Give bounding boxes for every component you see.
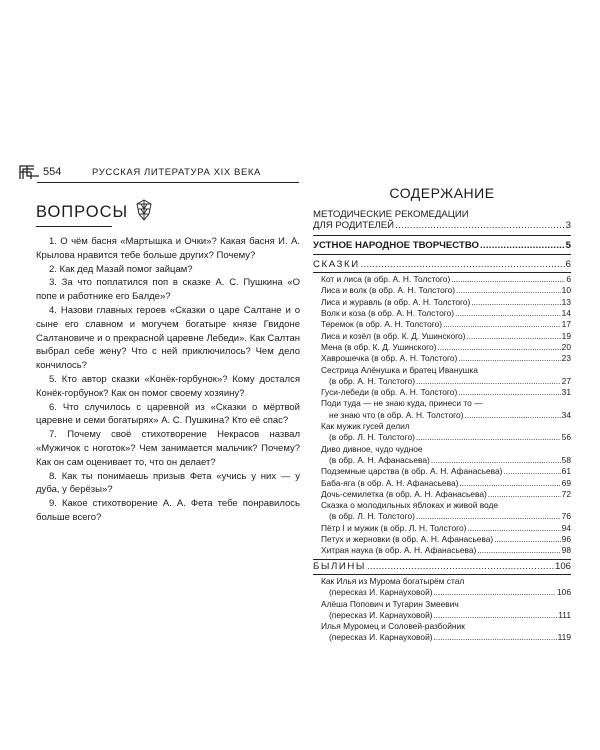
toc-divider xyxy=(313,574,571,575)
toc-entry xyxy=(313,353,571,364)
toc-page: 69 xyxy=(561,477,571,488)
toc-entry-label: Хаврошечка (в обр. А. Н. Толстого) xyxy=(321,353,458,364)
toc-entry-label: Мена (в обр. К. Д. Ушинского) xyxy=(321,341,437,352)
toc-page: 19 xyxy=(561,330,571,341)
toc-entry xyxy=(313,599,571,622)
toc-section-method: МЕТОДИЧЕСКИЕ РЕКОМЕДАЦИИ ДЛЯ РОДИТЕЛЕЙ . . . 3 xyxy=(313,209,571,232)
question-paragraph: 5. Кто автор сказки «Конёк-горбунок»? Кому достался Конёк-горбунок? Как он помог своему хозяину? xyxy=(36,373,300,399)
question-paragraph: 6. Что случилось с царевной из «Сказки о мёртвой царевне и семи богатырях» А. С. Пушкина? Кто её спас? xyxy=(36,401,300,427)
question-paragraph: 7. Почему своё стихотворение Некрасов назвал «Мужичок с ноготок»? Чем занимается мальчик? Почему? Как он сам оценивает то, что он делает? xyxy=(36,429,300,468)
toc-entry-label: Дочь-семилетка (в обр. А. Н. Афанасьева) xyxy=(321,488,487,499)
toc-entry xyxy=(313,331,571,342)
toc-entry xyxy=(313,308,571,319)
toc-page: 27 xyxy=(561,375,571,386)
toc-entry xyxy=(313,478,571,489)
toc-entry xyxy=(313,545,571,556)
question-paragraph: 8. Как ты понимаешь призыв Фета «учись у них — у дуба, у берёзы»? xyxy=(36,470,300,496)
toc-page: 119 xyxy=(557,632,571,643)
toc-entry-label: Кот и лиса (в обр. А. Н. Толстого) xyxy=(321,274,451,285)
toc-title: СОДЕРЖАНИЕ xyxy=(389,185,495,201)
toc-page: 98 xyxy=(561,545,571,556)
toc-entry xyxy=(313,297,571,308)
toc-entry-label: Петух и жерновки (в обр. А. Н. Афанасьева) xyxy=(321,534,494,545)
toc-page: 94 xyxy=(561,522,571,533)
toc-entry-label: Хитрая наука (в обр. А. Н. Афанасьева) xyxy=(321,545,477,556)
toc-page: 56 xyxy=(561,432,571,443)
toc-entry xyxy=(313,523,571,534)
questions-section xyxy=(36,198,300,525)
ornament-emblem-icon xyxy=(134,198,154,222)
toc-entry xyxy=(313,274,571,285)
toc-page: 10 xyxy=(561,285,571,296)
toc-page: 31 xyxy=(561,387,571,398)
toc-entry-label: Теремок (в обр. А. Н. Толстого) xyxy=(321,319,443,330)
toc-entry xyxy=(313,534,571,545)
toc-divider xyxy=(313,272,571,273)
toc-page: 20 xyxy=(561,341,571,352)
toc-page: 6 xyxy=(565,258,571,270)
toc-page: 34 xyxy=(561,409,571,420)
toc-entry-title: Диво дивное, чудо чудное xyxy=(321,443,423,454)
toc-entry-label: (в обр. А. Н. Афанасьева) xyxy=(329,454,430,465)
toc-entry xyxy=(313,387,571,398)
toc-page: 3 xyxy=(565,220,571,232)
toc-page: 106 xyxy=(554,560,571,572)
toc-entry xyxy=(313,500,571,523)
toc-page: 13 xyxy=(561,296,571,307)
bylinas-list xyxy=(313,576,571,644)
toc-entry-label: Подземные царства (в обр. А. Н. Афанасьева) xyxy=(321,466,503,477)
question-paragraph: 3. За что поплатился поп в сказке А. С. Пушкина «О попе и работнике его Балде»? xyxy=(36,277,300,303)
toc-entry xyxy=(313,489,571,500)
toc-page: 106 xyxy=(557,587,571,598)
toc-page: 96 xyxy=(561,534,571,545)
toc-entry-label: Гуси-лебеди (в обр. А. Н. Толстого) xyxy=(321,387,458,398)
toc-entry-title: Как Илья из Мурома богатырём стал xyxy=(321,575,465,586)
toc-page: 6 xyxy=(566,274,571,285)
toc-entry-label: (пересказ И. Карнауховой) xyxy=(329,632,433,643)
toc-entry-title: Илья Муромец и Соловей-разбойник xyxy=(321,621,465,632)
toc-entry-label: Лиса и козёл (в обр. К. Д. Ушинского) xyxy=(321,330,466,341)
toc-entry-label: Лиса и журавль (в обр. А. Н. Толстого) xyxy=(321,296,471,307)
toc-entry xyxy=(313,621,571,644)
toc-entry xyxy=(313,342,571,353)
toc-section-oral: УСТНОЕ НАРОДНОЕ ТВОРЧЕСТВО . . . 5 xyxy=(313,240,571,251)
toc-page: 76 xyxy=(561,511,571,522)
toc-entry-label: Баба-яга (в обр. А. Н. Афанасьева) xyxy=(321,477,459,488)
header-rule xyxy=(37,182,299,183)
page-number: 554 xyxy=(43,166,62,178)
toc-divider xyxy=(313,235,571,236)
tales-list xyxy=(313,274,571,556)
toc-entry-title: Сказка о молодильных яблоках и живой воде xyxy=(321,500,499,511)
running-title: РУССКАЯ ЛИТЕРАТУРА XIX ВЕКА xyxy=(92,167,261,178)
questions-list xyxy=(36,235,300,525)
toc-entry xyxy=(313,398,571,421)
toc-entry-label: (в обр. Л. Н. Толстого) xyxy=(329,511,415,522)
question-paragraph: 4. Назови главных героев «Сказки о царе Салтане и о сыне его славном и могучем богатыре князе Гвидоне Салтановиче и о прекрасной царевне Лебеди». Как Салтан выбрал себе жену? Что с ней приключилось? Чем дело кончилось? xyxy=(36,304,300,372)
toc-entry-label: (пересказ И. Карнауховой) xyxy=(329,587,433,598)
toc-page: 5 xyxy=(565,239,571,251)
toc-entry-label: (в обр. Л. Н. Толстого) xyxy=(329,432,415,443)
toc-page: 111 xyxy=(558,609,571,620)
toc-page: 17 xyxy=(561,319,571,330)
toc-page: 14 xyxy=(561,308,571,319)
toc-entry xyxy=(313,444,571,467)
questions-underline xyxy=(36,226,112,227)
toc-divider xyxy=(313,254,571,255)
question-paragraph: 9. Какое стихотворение А. А. Фета тебе понравилось больше всего? xyxy=(36,498,300,523)
toc-section-tales: СКАЗКИ . . . 6 xyxy=(313,259,571,270)
toc-entry-label: Волк и коза (в обр. А. Н. Толстого) xyxy=(321,308,455,319)
toc-entry xyxy=(313,319,571,330)
toc-entry-label: Пётр I и мужик (в обр. Л. Н. Толстого) xyxy=(321,522,467,533)
toc-entry-title: Алёша Попович и Тугарин Змеевич xyxy=(321,598,459,609)
toc-page: 72 xyxy=(561,488,571,499)
table-of-contents xyxy=(313,185,571,644)
toc-entry xyxy=(313,576,571,599)
toc-entry-title: Как мужик гусей делил xyxy=(321,421,410,432)
toc-page: 58 xyxy=(561,454,571,465)
questions-title: ВОПРОСЫ xyxy=(36,203,129,221)
toc-page: 61 xyxy=(561,466,571,477)
question-paragraph: 1. О чём басня «Мартышка и Очки»? Какая басня И. А. Крылова нравится тебе больше других? Почему? xyxy=(36,236,300,261)
toc-entry-title: Сестрица Алёнушка и братец Иванушка xyxy=(321,364,478,375)
toc-entry-label: (пересказ И. Карнауховой) xyxy=(329,609,433,620)
toc-entry-label: (в обр. А. Н. Толстого) xyxy=(329,375,415,386)
toc-page: 23 xyxy=(561,353,571,364)
toc-entry-label: Лиса и волк (в обр. А. Н. Толстого) xyxy=(321,285,456,296)
toc-entry xyxy=(313,365,571,388)
toc-entry-title: Поди туда — не знаю куда, принеси то — xyxy=(321,398,483,409)
toc-entry xyxy=(313,466,571,477)
toc-entry xyxy=(313,285,571,296)
toc-divider xyxy=(313,559,571,560)
toc-entry-label: не знаю что (в обр. А. Н. Толстого) xyxy=(329,409,464,420)
toc-section-bylinas: БЫЛИНЫ . . . 106 xyxy=(313,561,571,572)
toc-entry xyxy=(313,421,571,444)
question-paragraph: 2. Как дед Мазай помог зайцам? xyxy=(49,263,193,275)
